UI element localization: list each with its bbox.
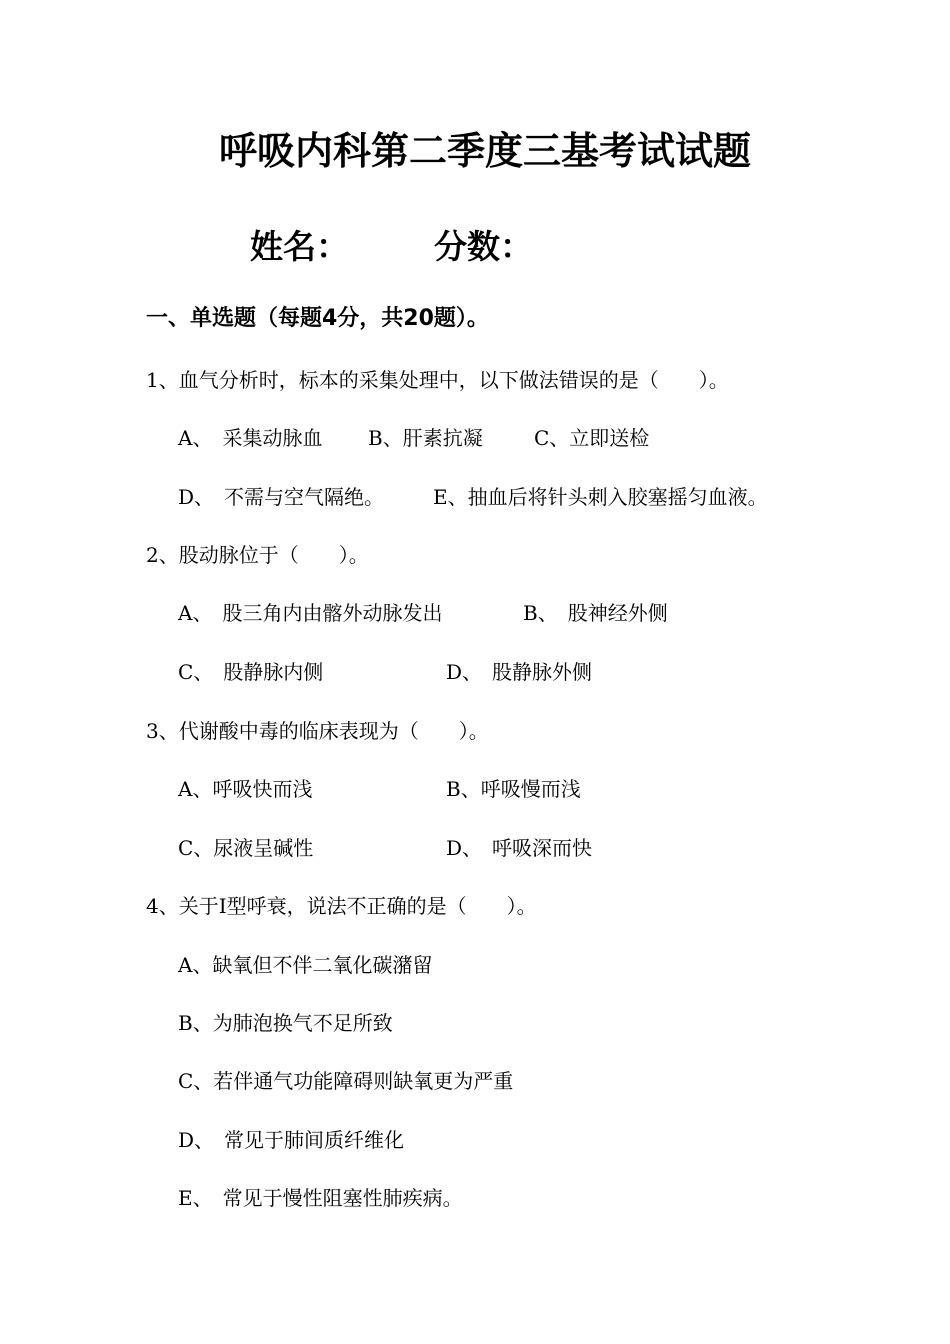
question-2-stem: 2、股动脉位于（ ）。 [146, 543, 369, 567]
question-4-option-d: D、 常见于肺间质纤维化 [178, 1128, 405, 1152]
page-title: 呼吸内科第二季度三基考试试题 [218, 129, 751, 173]
question-4-stem: 4、关于Ⅰ型呼衰，说法不正确的是（ ）。 [146, 894, 537, 918]
question-3-option-a: A、呼吸快而浅 [178, 777, 313, 801]
question-1-option-a: A、 采集动脉血 [178, 426, 323, 450]
question-3-stem: 3、代谢酸中毒的临床表现为（ ）。 [146, 719, 489, 743]
question-1-option-d: D、 不需与空气隔绝。 [178, 485, 385, 509]
section-heading: 一、单选题（每题4分，共20题）。 [146, 306, 489, 331]
question-4-option-b: B、为肺泡换气不足所致 [178, 1011, 393, 1035]
question-1-option-e: E、抽血后将针头刺入胶塞摇匀血液。 [433, 485, 768, 509]
question-2-option-a: A、 股三角内由髂外动脉发出 [178, 601, 443, 625]
question-4-option-c: C、若伴通气功能障碍则缺氧更为严重 [178, 1069, 514, 1093]
question-4-option-e: E、 常见于慢性阻塞性肺疾病。 [178, 1186, 463, 1210]
question-1-option-c: C、立即送检 [534, 426, 650, 450]
question-3-option-c: C、尿液呈碱性 [178, 836, 314, 860]
question-2-option-c: C、 股静脉内侧 [178, 660, 324, 684]
question-2-option-b: B、 股神经外侧 [523, 601, 668, 625]
name-label: 姓名： [250, 227, 349, 266]
score-label: 分数： [434, 227, 533, 266]
question-1-option-b: B、肝素抗凝 [368, 426, 483, 450]
question-1-stem: 1、血气分析时，标本的采集处理中，以下做法错误的是（ ）。 [146, 368, 729, 392]
question-4-option-a: A、缺氧但不伴二氧化碳潴留 [178, 953, 433, 977]
question-3-option-b: B、呼吸慢而浅 [446, 777, 581, 801]
question-2-option-d: D、 股静脉外侧 [446, 660, 593, 684]
question-3-option-d: D、 呼吸深而快 [446, 836, 593, 860]
